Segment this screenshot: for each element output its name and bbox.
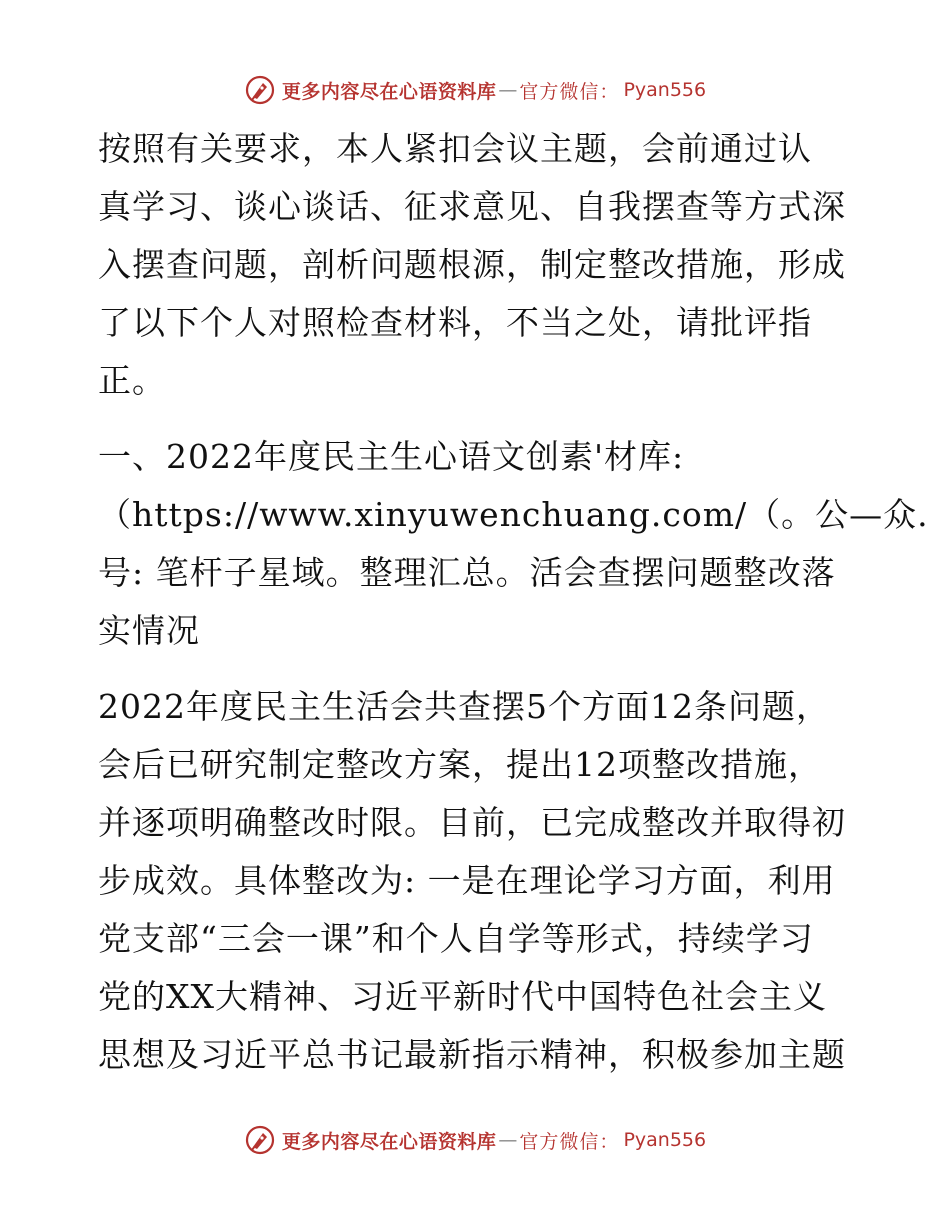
- text-line: 实情况: [98, 611, 200, 650]
- footer-watermark-banner: [0, 1120, 950, 1160]
- paragraph-rectification: [98, 678, 858, 1084]
- wechat-id: Pyan556: [623, 1129, 707, 1151]
- brand-text: 更多内容尽在心语资料库: [281, 80, 497, 103]
- paragraph-section-heading: [98, 428, 929, 660]
- wechat-id: Pyan556: [623, 79, 707, 101]
- text-line: 一、2022年度民主生心语文创素'材库:: [98, 437, 685, 476]
- brand-text: 更多内容尽在心语资料库: [281, 1130, 497, 1153]
- text-line: 党支部“三会一课”和个人自学等形式，持续学习: [98, 919, 814, 958]
- text-line: 并逐项明确整改时限。目前，已完成整改并取得初: [98, 803, 846, 842]
- wechat-label: 官方微信：: [519, 80, 620, 103]
- text-line: 按照有关要求，本人紧扣会议主题，会前通过认: [98, 129, 812, 168]
- text-line: 2022年度民主生活会共查摆5个方面12条问题，: [98, 687, 830, 726]
- pen-nib-logo-icon: [244, 74, 276, 106]
- text-line: 党的XX大精神、习近平新时代中国特色社会主义: [98, 977, 827, 1016]
- banner-separator: —: [498, 79, 518, 101]
- wechat-label: 官方微信：: [519, 1130, 620, 1153]
- pen-nib-logo-icon: [244, 1124, 276, 1156]
- paragraph-intro: [98, 120, 858, 410]
- text-line: 步成效。具体整改为: 一是在理论学习方面，利用: [98, 861, 836, 900]
- text-line: 正。: [98, 361, 166, 400]
- header-watermark-banner: [0, 70, 950, 110]
- text-line: （https://www.xinyuwenchuang.com/（。公—众.: [98, 495, 929, 534]
- text-line: 思想及习近平总书记最新指示精神，积极参加主题: [98, 1035, 846, 1074]
- text-line: 真学习、谈心谈话、征求意见、自我摆查等方式深: [98, 187, 846, 226]
- text-line: 会后已研究制定整改方案，提出12项整改措施，: [98, 745, 822, 784]
- text-line: 了以下个人对照检查材料，不当之处，请批评指: [98, 303, 812, 342]
- banner-separator: —: [498, 1129, 518, 1151]
- text-line: 入摆查问题，剖析问题根源，制定整改措施，形成: [98, 245, 846, 284]
- text-line: 号: 笔杆子星域。整理汇总。活会查摆问题整改落: [98, 553, 836, 592]
- document-body: [98, 120, 929, 1084]
